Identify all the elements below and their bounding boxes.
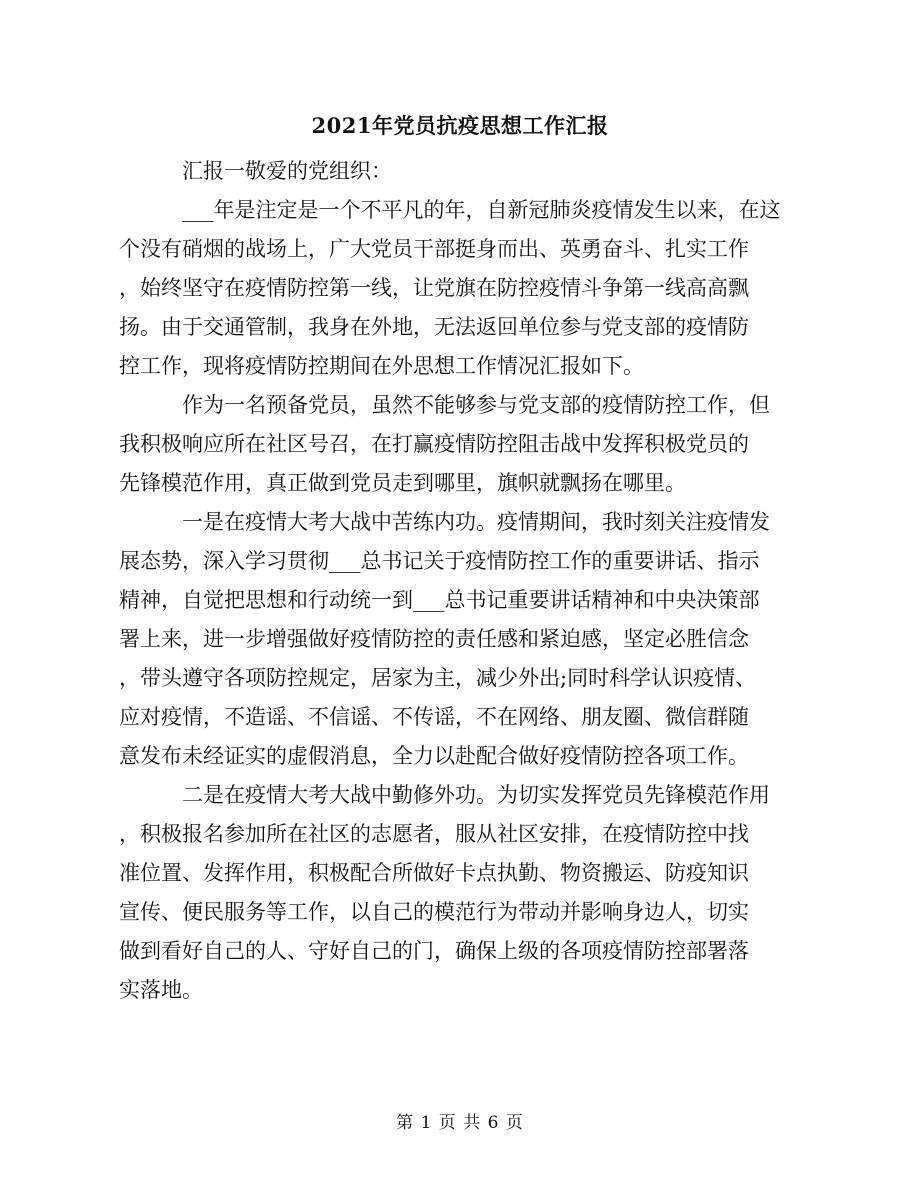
paragraph-4 <box>119 776 804 1010</box>
paragraph-line: ，带头遵守各项防控规定，居家为主，减少外出;同时科学认识疫情、 <box>119 666 757 690</box>
paragraph-line: ，始终坚守在疫情防控第一线，让党旗在防控疫情斗争第一线高高飘 <box>119 276 749 300</box>
page-footer: 第 1 页 共 6 页 <box>396 1113 524 1133</box>
salutation-paragraph <box>119 152 804 191</box>
paragraph-line: 宣传、便民服务等工作，以自己的模范行为带动并影响身边人，切实 <box>119 900 749 924</box>
paragraph-line: 做到看好自己的人、守好自己的门，确保上级的各项疫情防控部署落 <box>119 939 749 963</box>
paragraph-line: 准位置、发挥作用，积极配合所做好卡点执勤、物资搬运、防疫知识 <box>119 861 749 885</box>
document-title: 2021年党员抗疫思想工作汇报 <box>311 113 609 138</box>
paragraph-line: 展态势，深入学习贯彻___总书记关于疫情防控工作的重要讲话、指示 <box>119 549 760 573</box>
paragraph-line: 作为一名预备党员，虽然不能够参与党支部的疫情防控工作，但 <box>182 393 770 417</box>
paragraph-line: 署上来，进一步增强做好疫情防控的责任感和紧迫感，坚定必胜信念 <box>119 627 749 651</box>
paragraph-line: 二是在疫情大考大战中勤修外功。为切实发挥党员先锋模范作用 <box>182 783 770 807</box>
paragraph-line: 扬。由于交通管制，我身在外地，无法返回单位参与党支部的疫情防 <box>119 315 749 339</box>
paragraph-line: 精神，自觉把思想和行动统一到___总书记重要讲话精神和中央决策部 <box>119 588 760 612</box>
paragraph-line: 一是在疫情大考大战中苦练内功。疫情期间，我时刻关注疫情发 <box>182 510 770 534</box>
paragraph-line: 意发布未经证实的虚假消息，全力以赴配合做好疫情防控各项工作。 <box>119 744 749 768</box>
paragraph-3 <box>119 503 804 776</box>
paragraph-line: 先锋模范作用，真正做到党员走到哪里，旗帜就飘扬在哪里。 <box>119 471 686 495</box>
paragraph-1 <box>119 191 804 386</box>
paragraph-line: 控工作，现将疫情防控期间在外思想工作情况汇报如下。 <box>119 354 644 378</box>
paragraph-line: ，积极报名参加所在社区的志愿者，服从社区安排，在疫情防控中找 <box>119 822 749 846</box>
paragraph-line: 实落地。 <box>119 978 203 1002</box>
document-body <box>119 152 804 1010</box>
paragraph-line: 个没有硝烟的战场上，广大党员干部挺身而出、英勇奋斗、扎实工作 <box>119 237 749 261</box>
paragraph-2 <box>119 386 804 503</box>
salutation-line: 汇报一敬爱的党组织： <box>182 159 392 183</box>
paragraph-line: 我积极响应所在社区号召，在打赢疫情防控阻击战中发挥积极党员的 <box>119 432 749 456</box>
paragraph-line: ___年是注定是一个不平凡的年，自新冠肺炎疫情发生以来，在这 <box>182 198 781 222</box>
paragraph-line: 应对疫情，不造谣、不信谣、不传谣，不在网络、朋友圈、微信群随 <box>119 705 749 729</box>
